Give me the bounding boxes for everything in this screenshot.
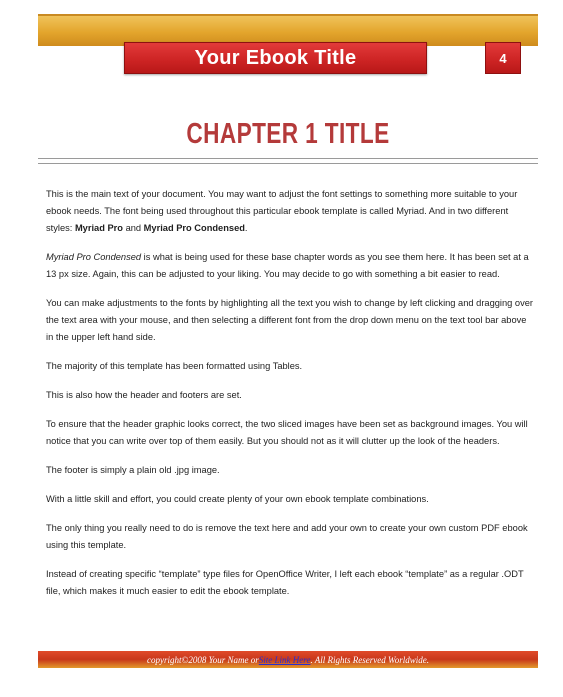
paragraph-10: Instead of creating specific “template” type files for OpenOffice Writer, I left each ebook “template” as a regular .ODT file, which makes it much easier to edit the ebook template. [46,569,524,596]
paragraph-9: The only thing you really need to do is remove the text here and add your own to create your own custom PDF ebook using this template. [46,523,528,550]
paragraph-3: You can make adjustments to the fonts by highlighting all the text you wish to change by left clicking and dragging over the text area with your mouse, and then selecting a different font from the drop down menu on the text tool bar above in the upper left hand side. [46,298,534,342]
footer-site-link[interactable]: Site Link Here [258,654,311,665]
title-divider [38,158,538,164]
paragraph-7: The footer is simply a plain old .jpg image. [46,465,220,475]
footer-copyright: copyright©2008 Your Name or [147,654,259,665]
font-name-myriad-pro: Myriad Pro [74,223,123,233]
page-number: 4 [499,50,507,66]
header-title-box [124,42,427,74]
paragraph-6: To ensure that the header graphic looks correct, the two sliced images have been set as background images. You will notice that you can write over top of them easily. But you should not as it will clutter up the look of the headers. [46,419,528,446]
font-name-myriad-pro-condensed: Myriad Pro Condensed [143,223,245,233]
paragraph-4: The majority of this template has been formatted using Tables. [46,361,303,371]
paragraph-2: Myriad Pro Condensed is what is being used for these base chapter words as you see them here. It has been set at a 13 px size. Again, this can be adjusted to your liking. You may decide to go with something a bit easier to read. [46,252,529,279]
paragraph-1: This is the main text of your document. You may want to adjust the font settings to something more suitable to your ebook needs. The font being used throughout this particular ebook template is called Myriad. And in two different styles: Myriad Pro and Myriad Pro Condensed. [46,189,518,233]
footer-bar [38,651,538,668]
paragraph-5: This is also how the header and footers are set. [46,390,242,400]
ebook-title: Your Ebook Title [194,46,357,69]
font-name-italic: Myriad Pro Condensed [46,252,142,262]
footer-rights: . All Rights Reserved Worldwide. [310,654,429,665]
body-text [46,186,536,612]
page-number-box [485,42,521,74]
paragraph-8: With a little skill and effort, you could create plenty of your own ebook template combinations. [46,494,429,504]
chapter-title: CHAPTER 1 TITLE [186,118,390,150]
